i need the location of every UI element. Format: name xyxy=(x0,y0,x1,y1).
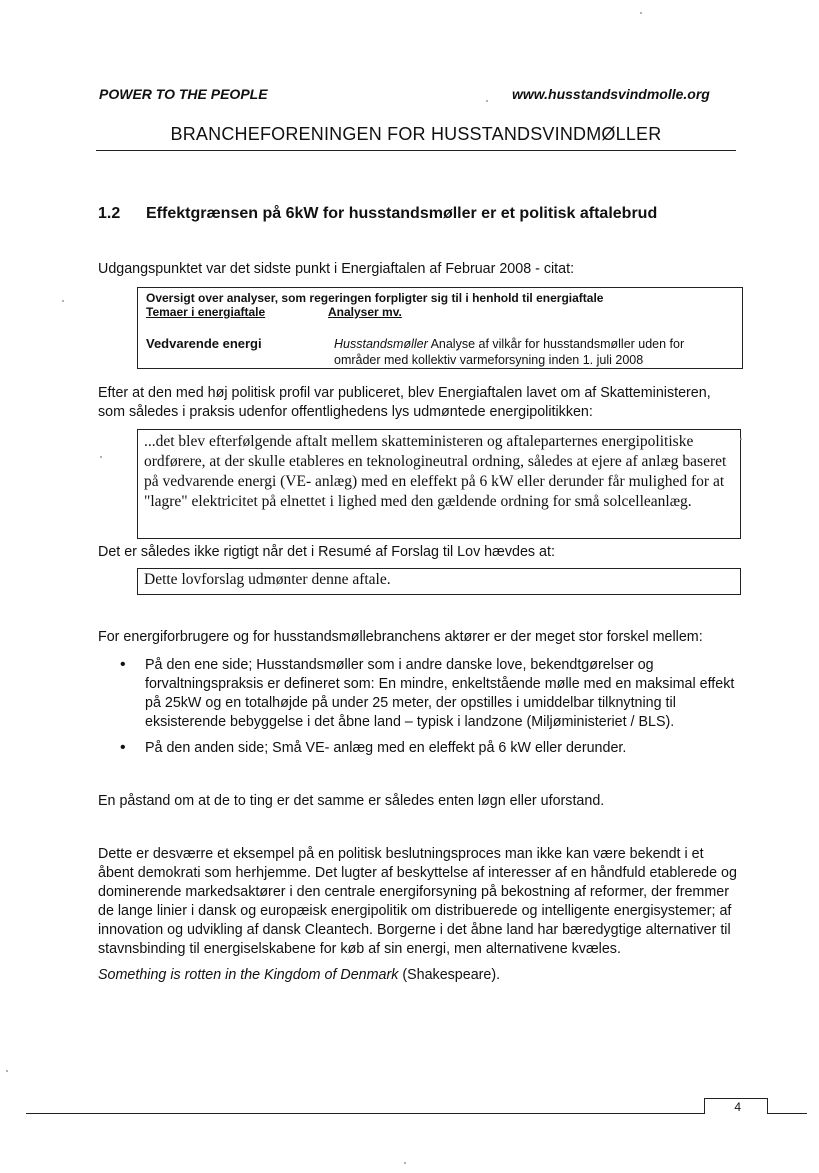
footer-rule-right xyxy=(767,1113,807,1114)
section-title: Effektgrænsen på 6kW for husstandsmøller er et politisk aftalebrud xyxy=(146,205,658,222)
organization-title: BRANCHEFORENINGEN FOR HUSSTANDSVINDMØLLER xyxy=(170,124,662,144)
quote-table-row-italic: Husstandsmøller xyxy=(334,337,428,351)
scan-speck xyxy=(640,12,642,14)
shakespeare-attribution: (Shakespeare). xyxy=(398,967,501,983)
quote-table-col1-header: Temaer i energiaftale xyxy=(146,305,266,319)
footer-rule xyxy=(26,1113,704,1114)
scan-speck xyxy=(404,1162,406,1164)
quote-table-intro: Oversigt over analyser, som regeringen forpligter sig til i henhold til energiaftale xyxy=(146,291,604,305)
conclusion-paragraph: Dette er desværre et eksempel på en politisk beslutningsproces man ikke kan være bekendt i et åbent demokrati som herhjemme. Det lugter af beskyttelse af interesser af en håndfuld etablerede og dominerende markedsaktører i den centrale energiforsyning på bekostning af reformer, der fremmer de lange linier i dansk og europæisk energipolitik om distribuerede og intelligente energisystemer; af innovation og udvikling af dansk Cleantech. Borgerne i det åbne land har bæredygtige alternativer til stavnsbinding til energiselskabene for køb af sin energi, men alternativene kvæles. xyxy=(98,846,737,957)
quote-table-row-label: Vedvarende energi xyxy=(146,336,262,351)
bill-quote: Dette lovforslag udmønter denne aftale. xyxy=(137,568,741,595)
page-number-box xyxy=(704,1098,768,1114)
header-tagline: POWER TO THE PEOPLE xyxy=(99,86,268,102)
shakespeare-quote-text: Something is rotten in the Kingdom of Denmark xyxy=(98,967,399,983)
header-website: www.husstandsvindmolle.org xyxy=(512,86,710,102)
scan-speck xyxy=(740,438,742,440)
scan-speck xyxy=(62,300,64,302)
scan-speck xyxy=(100,456,102,458)
bullet-item-1: På den ene side; Husstandsmøller som i andre danske love, bekendtgørelser og forvaltningspraksis er defineret som: En mindre, enkeltstående mølle med en maksimal effekt på 25kW og en totalhøjde på under 25 meter, der opstilles i umiddelbar tilknytning til eksisterende bebyggelse i det åbne land – typisk i landzone (Miljøministeriet / BLS). xyxy=(145,657,735,730)
quote-table-row-text xyxy=(334,336,734,368)
section-number: 1.2 xyxy=(98,205,121,222)
context-paragraph: Efter at den med høj politisk profil var publiceret, blev Energiaftalen lavet om af Skatteministeren, som således i praksis udenfor offentlighedens lys udmøntede energipolitikken: xyxy=(98,385,711,420)
energy-agreement-quote-table xyxy=(137,287,743,369)
header-divider xyxy=(96,150,736,151)
scan-speck xyxy=(6,1070,8,1072)
tax-minister-quote: ...det blev efterfølgende aftalt mellem skatteministeren og aftaleparternes energipolitiske ordførere, at der skulle etableres en teknologineutral ordning, således at ejere af anlæg baseret på vedvarende energi (VE- anlæg) med en eleffekt på 6 kW eller derunder får mulighed for at "lagre" elektricitet på elnettet i lighed med den gældende ordning for små solcelleanlæg. xyxy=(137,429,741,539)
difference-paragraph: For energiforbrugere og for husstandsmøllebranchens aktører er der meget stor forskel mellem: xyxy=(98,629,703,645)
scan-speck xyxy=(486,100,488,102)
resume-paragraph: Det er således ikke rigtigt når det i Resumé af Forslag til Lov hævdes at: xyxy=(98,544,555,560)
bullet-marker: • xyxy=(120,656,126,673)
shakespeare-quote xyxy=(98,966,738,985)
quote-table-row-body: Analyse af vilkår for husstandsmøller uden for områder med kollektiv varmeforsyning inden 1. juli 2008 xyxy=(334,337,685,367)
bullet-marker: • xyxy=(120,739,126,756)
page-number: 4 xyxy=(734,1100,741,1114)
intro-paragraph: Udgangspunktet var det sidste punkt i Energiaftalen af Februar 2008 - citat: xyxy=(98,261,575,277)
bullet-item-2: På den anden side; Små VE- anlæg med en eleffekt på 6 kW eller derunder. xyxy=(145,740,627,756)
claim-paragraph: En påstand om at de to ting er det samme er således enten løgn eller uforstand. xyxy=(98,793,605,809)
quote-table-col2-header: Analyser mv. xyxy=(328,305,402,319)
